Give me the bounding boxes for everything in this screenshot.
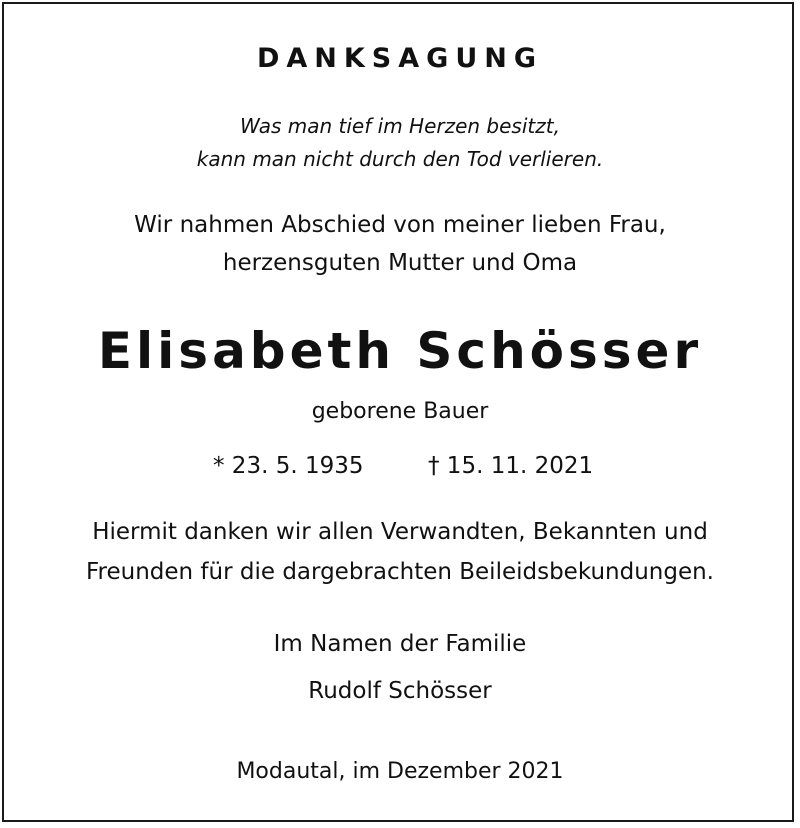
place-and-date: Modautal, im Dezember 2021 <box>236 759 564 784</box>
quote-line-2: kann man nicht durch den Tod verlieren. <box>196 147 604 171</box>
maiden-name: geborene Bauer <box>311 399 489 424</box>
notice-heading: DANKSAGUNG <box>256 43 543 74</box>
quote-line-1: Was man tief im Herzen besitzt, <box>240 114 560 138</box>
birth-date: * 23. 5. 1935 <box>213 453 364 479</box>
signature-name: Rudolf Schösser <box>308 678 492 704</box>
intro-line-2: herzensguten Mutter und Oma <box>222 250 578 276</box>
signature-line-1: Im Namen der Familie <box>273 631 527 657</box>
thanks-line-2: Freunden für die dargebrachten Beileidsbekundungen. <box>85 559 714 585</box>
death-date: † 15. 11. 2021 <box>428 453 594 479</box>
deceased-name: Elisabeth Schösser <box>97 322 703 380</box>
intro-line-1: Wir nahmen Abschied von meiner lieben Frau, <box>134 212 666 238</box>
thanks-line-1: Hiermit danken wir allen Verwandten, Bekannten und <box>92 519 708 545</box>
